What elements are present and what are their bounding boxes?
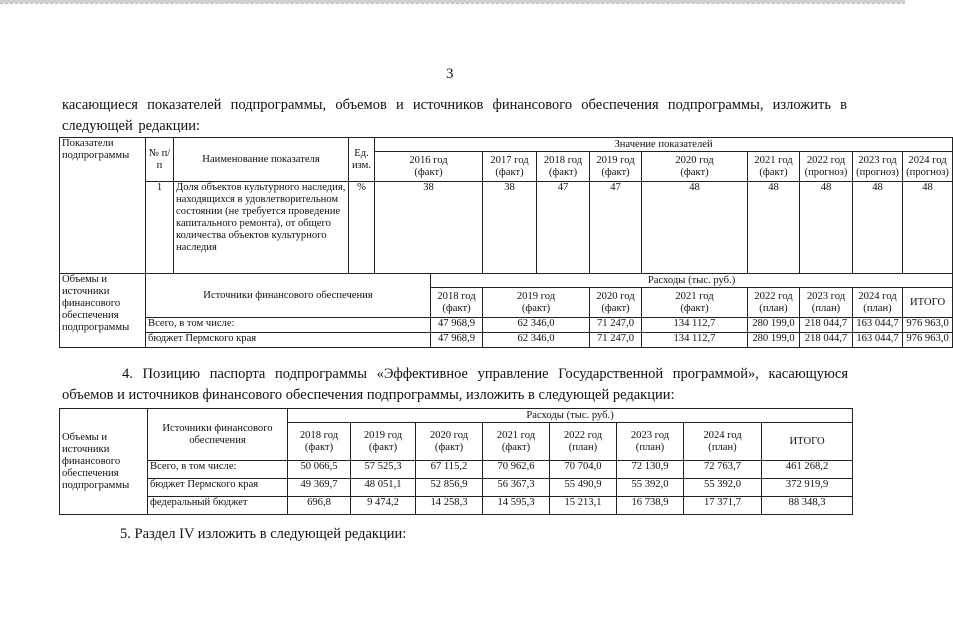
year-header — [617, 423, 684, 461]
year-type: (факт) — [680, 302, 709, 314]
indicator-name: Доля объектов культурного наследия, находящихся в удовлетворительном состоянии (не требуется проведение капитального ремонта), от общего количества объектов культурного наследия — [174, 182, 349, 274]
unit-header: Ед. изм. — [349, 138, 375, 182]
year-type: (план) — [759, 302, 788, 314]
year-label: 2021 год — [754, 154, 793, 166]
amount-cell: 72 763,7 — [684, 461, 762, 479]
year-type: (факт) — [501, 441, 531, 453]
indicator-value: 48 — [642, 182, 748, 274]
year-header — [903, 152, 953, 182]
amount-cell: 14 258,3 — [416, 497, 483, 515]
expenses-header: Расходы (тыс. руб.) — [288, 409, 853, 423]
year-header — [483, 288, 590, 318]
year-label: 2020 год — [596, 290, 635, 302]
amount-cell: 15 213,1 — [550, 497, 617, 515]
year-header — [684, 423, 762, 461]
indicator-value: 48 — [800, 182, 853, 274]
indicator-num: 1 — [146, 182, 174, 274]
amount-cell: 57 525,3 — [351, 461, 416, 479]
amount-cell: 47 968,9 — [431, 333, 483, 348]
page-number: 3 — [446, 66, 454, 82]
total-header: ИТОГО — [762, 423, 853, 461]
fin-row-total — [60, 461, 853, 479]
amount-cell: 70 704,0 — [550, 461, 617, 479]
year-label: 2019 год — [596, 154, 635, 166]
scan-edge — [0, 0, 905, 3]
amount-cell: 134 112,7 — [642, 318, 748, 333]
source-label: бюджет Пермского края — [146, 333, 431, 348]
year-label: 2018 год — [299, 429, 339, 441]
year-type: (план) — [568, 441, 598, 453]
year-header — [537, 152, 590, 182]
year-type: (факт) — [495, 166, 524, 178]
year-type: (план) — [708, 441, 737, 453]
indicator-value: 48 — [903, 182, 953, 274]
source-label: Всего, в том числе: — [146, 318, 431, 333]
amount-cell: 9 474,2 — [351, 497, 416, 515]
indicator-value: 48 — [853, 182, 903, 274]
indicators-table — [59, 137, 953, 348]
year-header — [351, 423, 416, 461]
funding-table — [59, 408, 853, 515]
year-header — [416, 423, 483, 461]
amount-cell: 218 044,7 — [800, 333, 853, 348]
year-type: (прогноз) — [856, 166, 899, 178]
indicator-unit: % — [349, 182, 375, 274]
amount-cell: 48 051,1 — [351, 479, 416, 497]
values-header: Значение показателей — [375, 138, 953, 152]
year-type: (план) — [811, 302, 841, 314]
amount-cell: 52 856,9 — [416, 479, 483, 497]
year-type: (план) — [635, 441, 665, 453]
year-type: (факт) — [601, 302, 630, 314]
year-type: (факт) — [521, 302, 551, 314]
indicator-row — [60, 182, 953, 274]
year-header — [642, 288, 748, 318]
amount-cell: 696,8 — [288, 497, 351, 515]
amount-cell: 461 268,2 — [762, 461, 853, 479]
year-type: (факт) — [442, 302, 471, 314]
year-header — [853, 152, 903, 182]
amount-cell: 56 367,3 — [483, 479, 550, 497]
year-label: 2016 год — [409, 154, 448, 166]
year-label: 2018 год — [437, 290, 476, 302]
year-label: 2020 год — [429, 429, 469, 441]
amount-cell: 72 130,9 — [617, 461, 684, 479]
amount-cell: 62 346,0 — [483, 333, 590, 348]
year-type: (факт) — [548, 166, 578, 178]
year-header — [375, 152, 483, 182]
amount-cell: 163 044,7 — [853, 318, 903, 333]
amount-cell: 14 595,3 — [483, 497, 550, 515]
year-header — [642, 152, 748, 182]
indicator-value: 47 — [590, 182, 642, 274]
year-type: (факт) — [759, 166, 788, 178]
total-header: ИТОГО — [903, 288, 953, 318]
indicator-value: 48 — [748, 182, 800, 274]
amount-cell: 47 968,9 — [431, 318, 483, 333]
year-label: 2019 год — [516, 290, 556, 302]
amount-cell: 17 371,7 — [684, 497, 762, 515]
year-label: 2019 год — [363, 429, 403, 441]
amount-cell: 218 044,7 — [800, 318, 853, 333]
year-label: 2023 год — [858, 154, 897, 166]
year-header — [800, 152, 853, 182]
year-type: (факт) — [414, 166, 443, 178]
year-header — [590, 288, 642, 318]
amount-cell: 976 963,0 — [903, 318, 953, 333]
year-header — [431, 288, 483, 318]
year-header — [288, 423, 351, 461]
year-type: (план) — [863, 302, 892, 314]
year-label: 2024 год — [703, 429, 742, 441]
year-header — [853, 288, 903, 318]
name-header: Наименование показателя — [174, 138, 349, 182]
item-4-paragraph: 4. Позицию паспорта подпрограммы «Эффективное управление Государственной программой», касающуюся объемов и источников финансового обеспечения подпрограммы, изложить в следующей редакции: — [62, 366, 848, 403]
year-header — [800, 288, 853, 318]
expenses-header: Расходы (тыс. руб.) — [431, 274, 953, 288]
volumes-label: Объемы и источники финансового обеспечения подпрограммы — [60, 409, 148, 515]
fin-row-regional — [60, 479, 853, 497]
year-label: 2022 год — [754, 290, 793, 302]
amount-cell: 976 963,0 — [903, 333, 953, 348]
fin-row-federal — [60, 497, 853, 515]
amount-cell: 71 247,0 — [590, 318, 642, 333]
fin-row-total — [60, 318, 953, 333]
year-label: 2021 год — [496, 429, 536, 441]
indicators-label: Показатели подпрограммы — [60, 138, 146, 274]
year-type: (факт) — [434, 441, 464, 453]
year-type: (факт) — [601, 166, 630, 178]
year-label: 2024 год — [908, 154, 947, 166]
amount-cell: 55 392,0 — [617, 479, 684, 497]
source-label: бюджет Пермского края — [148, 479, 288, 497]
indicator-value: 47 — [537, 182, 590, 274]
year-label: 2023 год — [630, 429, 670, 441]
amount-cell: 50 066,5 — [288, 461, 351, 479]
year-header — [483, 152, 537, 182]
year-label: 2017 год — [490, 154, 529, 166]
num-header: № п/п — [146, 138, 174, 182]
year-label: 2024 год — [858, 290, 897, 302]
year-label: 2020 год — [675, 154, 714, 166]
amount-cell: 71 247,0 — [590, 333, 642, 348]
amount-cell: 163 044,7 — [853, 333, 903, 348]
year-header — [590, 152, 642, 182]
fin-row-regional — [60, 333, 953, 348]
amount-cell: 134 112,7 — [642, 333, 748, 348]
amount-cell: 67 115,2 — [416, 461, 483, 479]
amount-cell: 62 346,0 — [483, 318, 590, 333]
indicator-value: 38 — [483, 182, 537, 274]
indicator-value: 38 — [375, 182, 483, 274]
amount-cell: 70 962,6 — [483, 461, 550, 479]
year-label: 2021 год — [675, 290, 714, 302]
source-label: федеральный бюджет — [148, 497, 288, 515]
year-label: 2018 год — [543, 154, 583, 166]
source-label: Всего, в том числе: — [148, 461, 288, 479]
amount-cell: 55 490,9 — [550, 479, 617, 497]
amount-cell: 88 348,3 — [762, 497, 853, 515]
intro-paragraph: касающиеся показателей подпрограммы, объемов и источников финансового обеспечения подпрограммы, изложить в следующей редакции: — [62, 97, 847, 134]
amount-cell: 280 199,0 — [748, 333, 800, 348]
year-type: (прогноз) — [804, 166, 848, 178]
year-header — [483, 423, 550, 461]
amount-cell: 16 738,9 — [617, 497, 684, 515]
amount-cell: 49 369,7 — [288, 479, 351, 497]
year-header — [550, 423, 617, 461]
year-label: 2023 год — [806, 290, 846, 302]
sources-header: Источники финансового обеспечения — [148, 409, 288, 461]
year-type: (прогноз) — [906, 166, 949, 178]
year-header — [748, 152, 800, 182]
amount-cell: 372 919,9 — [762, 479, 853, 497]
year-label: 2022 год — [806, 154, 846, 166]
year-type: (факт) — [680, 166, 709, 178]
year-type: (факт) — [368, 441, 398, 453]
year-label: 2022 год — [563, 429, 603, 441]
year-type: (факт) — [304, 441, 334, 453]
item-5-paragraph: 5. Раздел IV изложить в следующей редакции: — [120, 526, 407, 542]
amount-cell: 55 392,0 — [684, 479, 762, 497]
amount-cell: 280 199,0 — [748, 318, 800, 333]
sources-header: Источники финансового обеспечения — [146, 274, 431, 318]
volumes-label: Объемы и источники финансового обеспечения подпрограммы — [60, 274, 146, 348]
year-header — [748, 288, 800, 318]
